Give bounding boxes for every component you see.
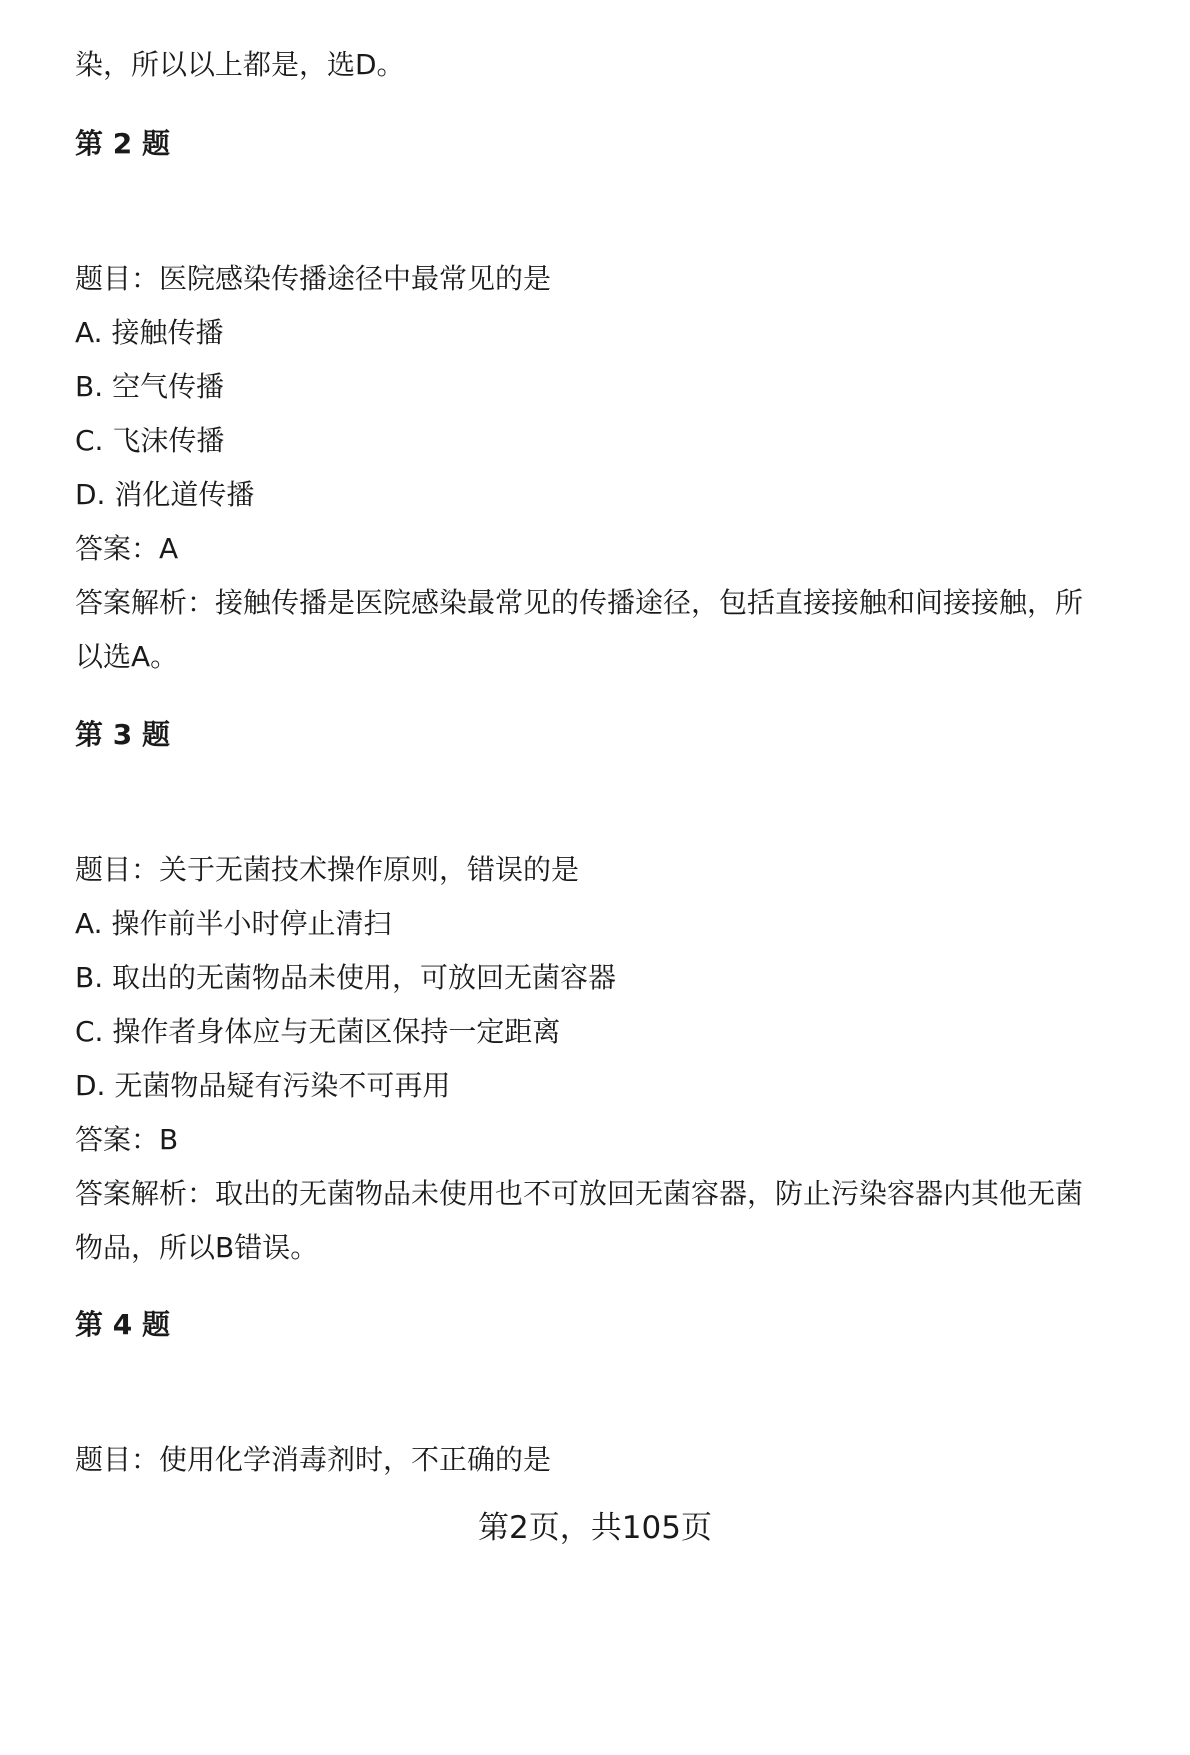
question-3-stem: 题目：关于无菌技术操作原则，错误的是 [75,853,580,886]
question-4-heading: 第 4 题 [75,1308,170,1341]
question-2-stem: 题目：医院感染传播途径中最常见的是 [75,262,552,295]
question-3-option-d: D. 无菌物品疑有污染不可再用 [75,1069,451,1102]
question-2-option-a: A. 接触传播 [75,316,224,349]
previous-explanation-continuation: 染，所以以上都是，选D。 [75,48,405,81]
question-2-option-c: C. 飞沫传播 [75,424,225,457]
question-2-option-d: D. 消化道传播 [75,478,255,511]
question-3-explanation-line-2: 物品，所以B错误。 [75,1231,319,1264]
question-2-explanation-line-2: 以选A。 [75,640,179,673]
question-3-option-a: A. 操作前半小时停止清扫 [75,907,392,940]
question-2-option-b: B. 空气传播 [75,370,225,403]
question-3-option-c: C. 操作者身体应与无菌区保持一定距离 [75,1015,561,1048]
question-2-answer: 答案：A [75,532,179,565]
question-2-explanation-line-1: 答案解析：接触传播是医院感染最常见的传播途径，包括直接接触和间接接触，所 [75,586,1084,619]
question-2-heading: 第 2 题 [75,127,170,160]
page-indicator: 第2页，共105页 [478,1510,712,1546]
question-3-answer: 答案：B [75,1123,179,1156]
question-3-option-b: B. 取出的无菌物品未使用，可放回无菌容器 [75,961,617,994]
question-3-heading: 第 3 题 [75,718,170,751]
question-4-stem: 题目：使用化学消毒剂时，不正确的是 [75,1443,552,1476]
question-3-explanation-line-1: 答案解析：取出的无菌物品未使用也不可放回无菌容器，防止污染容器内其他无菌 [75,1177,1084,1210]
